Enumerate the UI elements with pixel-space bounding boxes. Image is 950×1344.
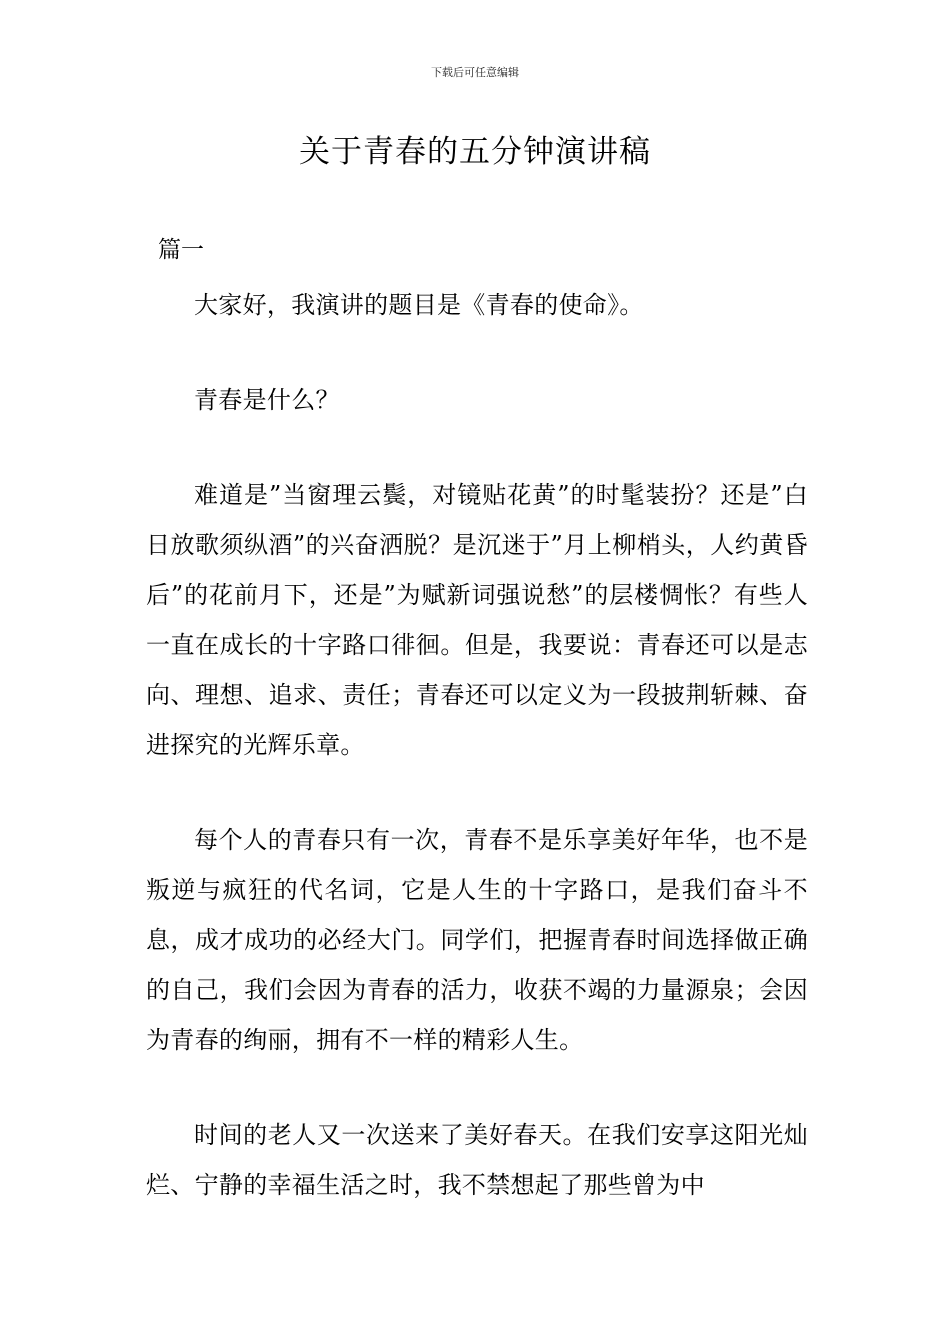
- paragraph-question: 青春是什么？: [194, 386, 340, 414]
- paragraph-spring: 时间的老人又一次送来了美好春天。在我们安享这阳光灿烂、宁静的幸福生活之时，我不禁想起了那些曾为中: [146, 1121, 808, 1199]
- paragraph-poetry: 难道是”当窗理云鬓，对镜贴花黄”的时髦装扮？还是”白日放歌须纵酒”的兴奋洒脱？是沉迷于”月上柳梢头，人约黄昏后”的花前月下，还是”为赋新词强说愁”的层楼惆怅？有些人一直在成长的十字路口徘徊。但是，我要说：青春还可以是志向、理想、追求、责任；青春还可以定义为一段披荆斩棘、奋进探究的光辉乐章。: [146, 481, 808, 759]
- paragraph-youth-once: 每个人的青春只有一次，青春不是乐享美好年华，也不是叛逆与疯狂的代名词，它是人生的十字路口，是我们奋斗不息，成才成功的必经大门。同学们，把握青春时间选择做正确的自己，我们会因为青春的活力，收获不竭的力量源泉；会因为青春的绚丽，拥有不一样的精彩人生。: [146, 826, 808, 1054]
- header-note: 下载后可任意编辑: [431, 66, 519, 79]
- body-text: [146, 280, 808, 1255]
- section-label: 篇一: [158, 237, 204, 263]
- paragraph-greeting: 大家好，我演讲的题目是《青春的使命》。: [194, 291, 644, 319]
- document-title: 关于青春的五分钟演讲稿: [299, 134, 651, 170]
